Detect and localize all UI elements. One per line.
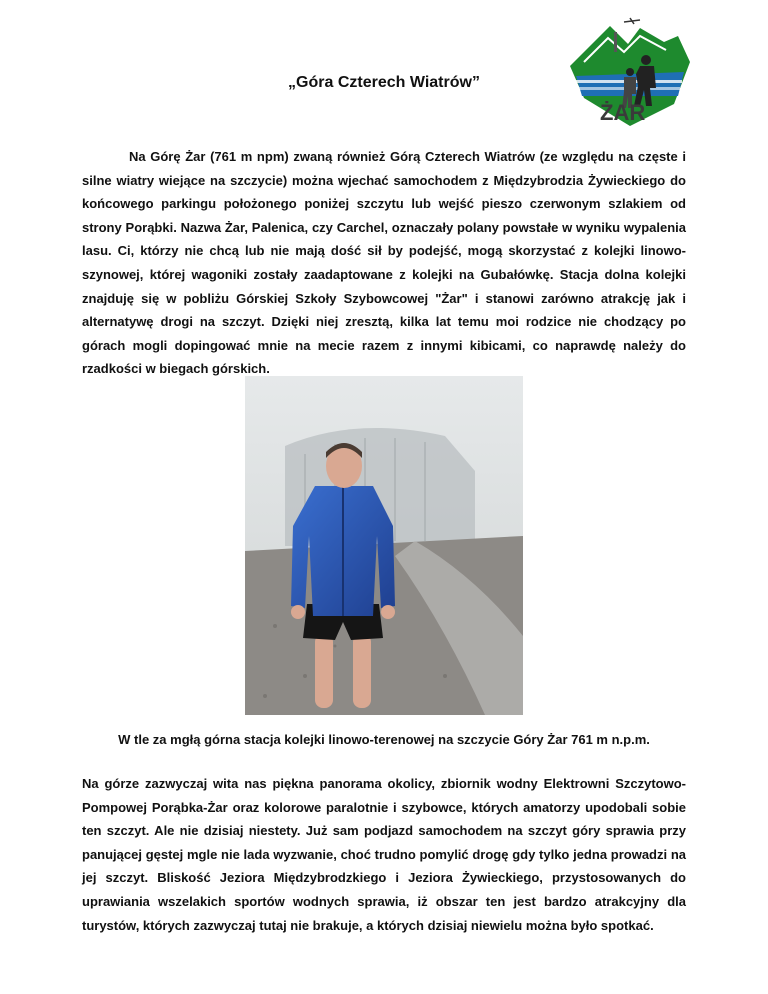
photo-caption: W tle za mgłą górna stacja kolejki linowo-terenowej na szczycie Góry Żar 761 m n.p.m. xyxy=(118,732,650,747)
document-title: „Góra Czterech Wiatrów” xyxy=(288,74,480,91)
paragraph-2: Na górze zazwyczaj wita nas piękna panorama okolicy, zbiornik wodny Elektrowni Szczytowo-Pompowej Porąbka-Żar oraz kolorowe paralotnie i szybowce, których amatorzy upodobali sobie ten szczyt. Ale nie dzisiaj niestety. Już sam podjazd samochodem na szczyt góry sprawia przy panującej gęstej mgle nie lada wyzwanie, choć trudno pomylić drogę gdy tylko jedna prowadzi na jej szczyt. Bliskość Jeziora Międzybrodzkiego i Jeziora Żywieckiego, przystosowanych do uprawiania wszelakich sportów wodnych sprawia, iż obszar ten jest bardzo atrakcyjny dla turystów, których zazwyczaj tutaj nie brakuje, a których dzisiaj niewielu można było spotkać. xyxy=(82,776,686,933)
paragraph-1: Na Górę Żar (761 m npm) zwaną również Górą Czterech Wiatrów (ze względu na częste i silne wiatry wiejące na szczycie) można wjechać samochodem z Międzybrodzia Żywieckiego do końcowego parkingu położonego poniżej szczytu lub wejść pieszo czerwonym szlakiem od strony Porąbki. Nazwa Żar, Palenica, czy Carchel, oznaczały polany powstałe w wyniku wypalenia lasu. Ci, którzy nie chcą lub nie mają dość sił by podejść, mogą skorzystać z kolejki linowo-szynowej, której wagoniki zostały zaadaptowane z kolejki na Gubałówkę. Stacja dolna kolejki znajduję się w pobliżu Górskiej Szkoły Szybowcowej "Żar" i stanowi zarówno atrakcję jak i alternatywę drogi na szczyt. Dzięki niej zresztą, kilka lat temu moi rodzice nie chodzący po górach mogli dopingować mnie na mecie razem z innymi kibicami, co naprawdę należy do rzadkości w biegach górskich. xyxy=(82,149,686,377)
photo-illustration xyxy=(245,376,523,715)
zar-logo xyxy=(566,14,694,132)
zar-logo-graphic xyxy=(566,14,694,132)
photo-runner-in-fog xyxy=(245,376,523,715)
logo-text: ŻAR xyxy=(600,100,646,125)
